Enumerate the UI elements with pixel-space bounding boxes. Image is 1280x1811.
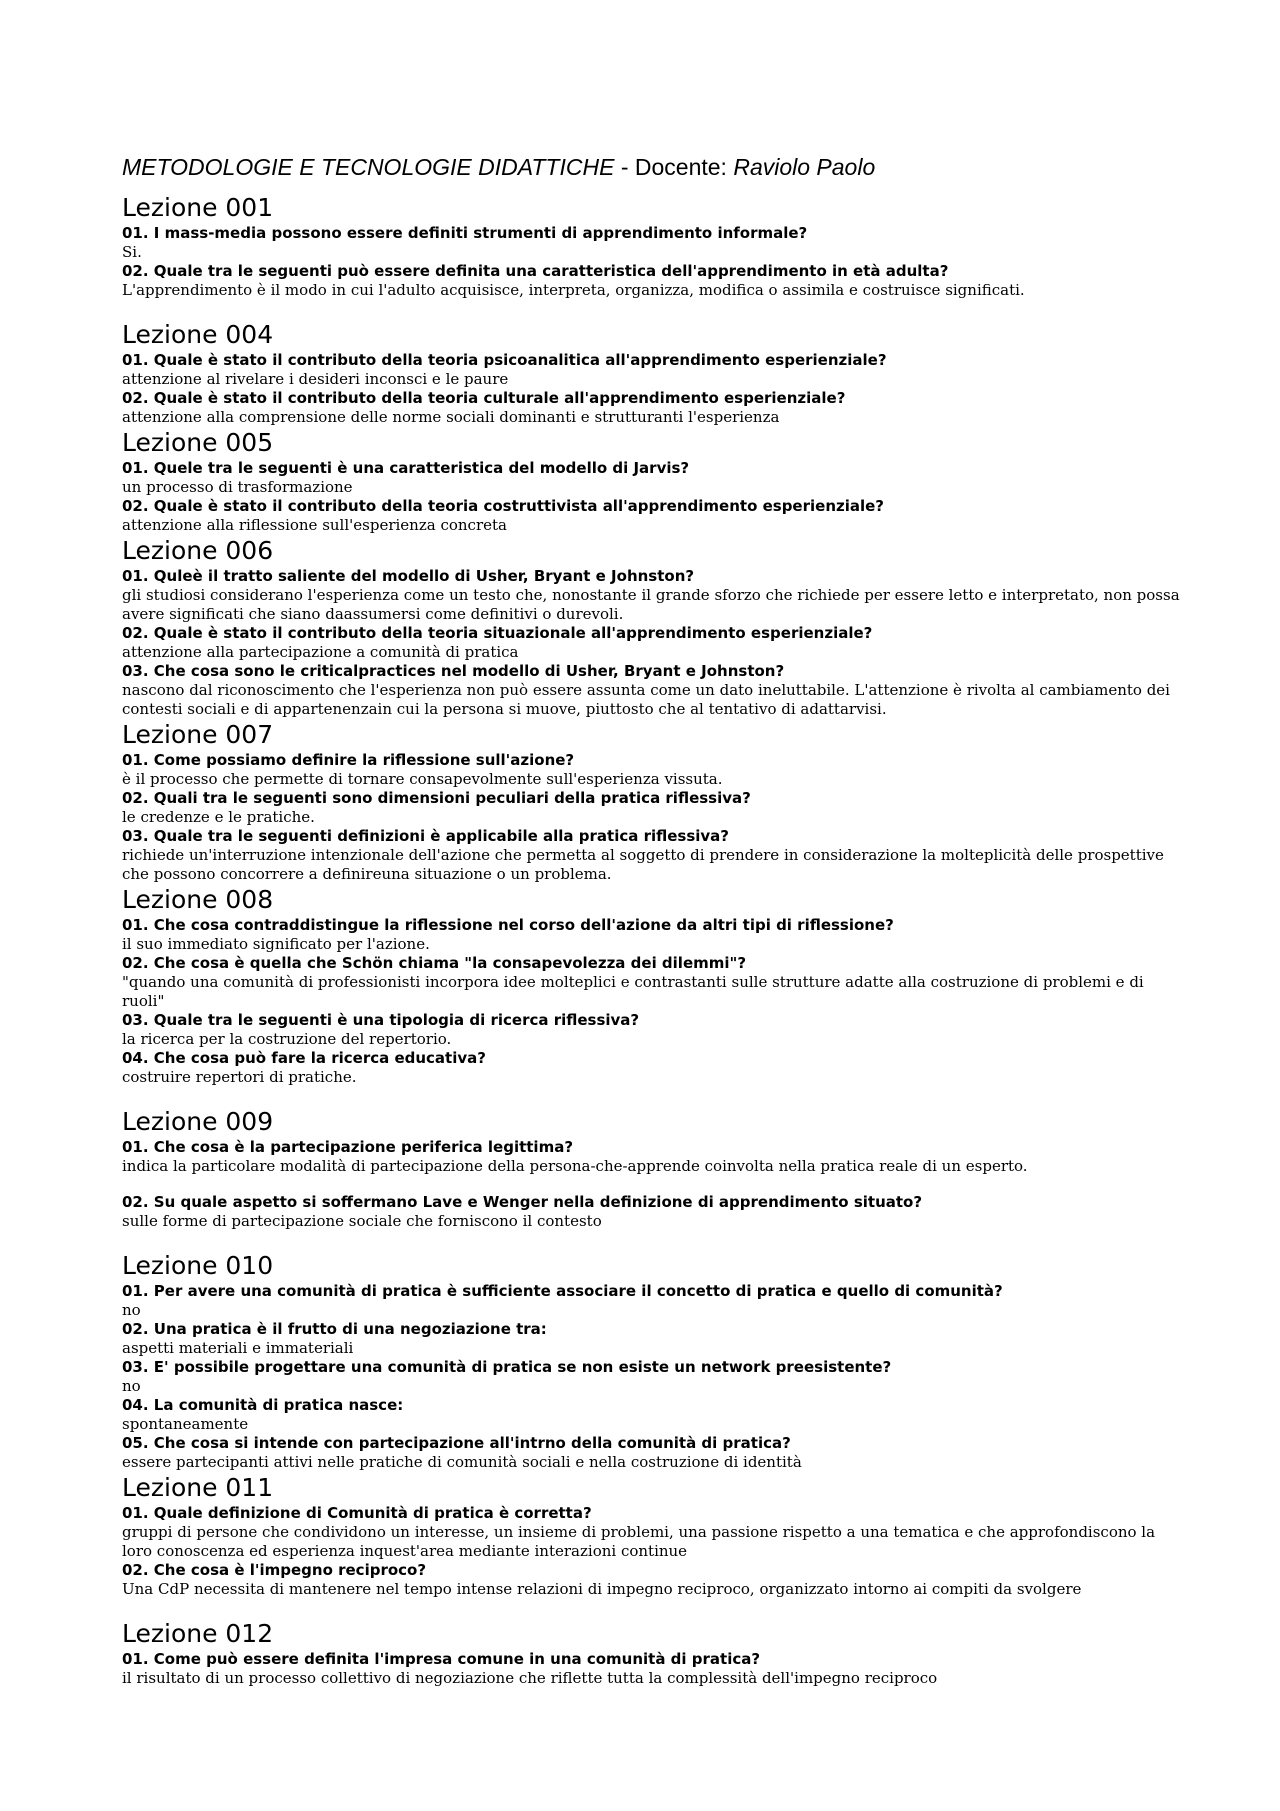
question: 03. Quale tra le seguenti è una tipologia di ricerca riflessiva?: [122, 1011, 640, 1029]
question: 03. Quale tra le seguenti definizioni è applicabile alla pratica riflessiva?: [122, 827, 729, 845]
question: 01. Quleè il tratto saliente del modello di Usher, Bryant e Johnston?: [122, 567, 695, 585]
question: 02. Su quale aspetto si soffermano Lave e Wenger nella definizione di apprendimento situato?: [122, 1193, 923, 1211]
answer: gruppi di persone che condividono un interesse, un insieme di problemi, una passione rispetto a una tematica e che approfondiscono la loro conoscenza ed esperienza inquest'area mediante interazioni continue: [122, 1523, 1156, 1560]
teacher-separator: - Docente:: [614, 154, 734, 180]
question: 01. Come possiamo definire la riflessione sull'azione?: [122, 751, 575, 769]
question: 02. Che cosa è l'impegno reciproco?: [122, 1561, 427, 1579]
answer: la ricerca per la costruzione del repertorio.: [122, 1030, 452, 1048]
lesson-010: [122, 1250, 1182, 1472]
answer: attenzione alla comprensione delle norme sociali dominanti e strutturanti l'esperienza: [122, 408, 780, 426]
question: 02. Quale è stato il contributo della teoria costruttivista all'apprendimento esperienziale?: [122, 497, 885, 515]
answer: L'apprendimento è il modo in cui l'adulto acquisisce, interpreta, organizza, modifica o assimila e costruisce significati.: [122, 281, 1025, 299]
answer: attenzione alla partecipazione a comunità di pratica: [122, 643, 519, 661]
answer: attenzione al rivelare i desideri inconsci e le paure: [122, 370, 509, 388]
answer: no: [122, 1377, 141, 1395]
question: 02. Quale tra le seguenti può essere definita una caratteristica dell'apprendimento in età adulta?: [122, 262, 949, 280]
lesson-title: Lezione 008: [122, 885, 274, 914]
answer: spontaneamente: [122, 1415, 249, 1433]
question: 01. Quale è stato il contributo della teoria psicoanalitica all'apprendimento esperienziale?: [122, 351, 887, 369]
lesson-title: Lezione 012: [122, 1619, 274, 1648]
lesson-009: [122, 1106, 1182, 1231]
document-header: [122, 150, 1182, 184]
lesson-title: Lezione 010: [122, 1251, 274, 1280]
answer: le credenze e le pratiche.: [122, 808, 315, 826]
question: 03. E' possibile progettare una comunità di pratica se non esiste un network preesistente?: [122, 1358, 892, 1376]
answer: indica la particolare modalità di partecipazione della persona-che-apprende coinvolta nella pratica reale di un esperto.: [122, 1157, 1028, 1175]
lesson-008: [122, 884, 1182, 1087]
answer: essere partecipanti attivi nelle pratiche di comunità sociali e nella costruzione di identità: [122, 1453, 802, 1471]
answer: un processo di trasformazione: [122, 478, 353, 496]
question: 04. La comunità di pratica nasce:: [122, 1396, 404, 1414]
lesson-004: [122, 319, 1182, 427]
lesson-title: Lezione 001: [122, 193, 274, 222]
question: 02. Una pratica è il frutto di una negoziazione tra:: [122, 1320, 547, 1338]
lesson-title: Lezione 006: [122, 536, 274, 565]
question: 05. Che cosa si intende con partecipazione all'intrno della comunità di pratica?: [122, 1434, 791, 1452]
lesson-title: Lezione 007: [122, 720, 274, 749]
question: 01. Che cosa è la partecipazione periferica legittima?: [122, 1138, 574, 1156]
teacher-name: Raviolo Paolo: [733, 154, 876, 180]
question: 01. Per avere una comunità di pratica è sufficiente associare il concetto di pratica e quello di comunità?: [122, 1282, 1003, 1300]
question: 04. Che cosa può fare la ricerca educativa?: [122, 1049, 486, 1067]
lesson-005: [122, 427, 1182, 535]
document-page: [122, 150, 1182, 1688]
question: 01. Quale definizione di Comunità di pratica è corretta?: [122, 1504, 592, 1522]
answer: il risultato di un processo collettivo di negoziazione che riflette tutta la complessità dell'impegno reciproco: [122, 1669, 938, 1687]
answer: sulle forme di partecipazione sociale che forniscono il contesto: [122, 1212, 602, 1230]
question: 01. Come può essere definita l'impresa comune in una comunità di pratica?: [122, 1650, 761, 1668]
question: 03. Che cosa sono le criticalpractices nel modello di Usher, Bryant e Johnston?: [122, 662, 785, 680]
answer: gli studiosi considerano l'esperienza come un testo che, nonostante il grande sforzo che richiede per essere letto e interpretato, non possa avere significati che siano daassumersi come definitivi o durevoli.: [122, 586, 1180, 623]
lesson-title: Lezione 011: [122, 1473, 274, 1502]
question: 01. Che cosa contraddistingue la riflessione nel corso dell'azione da altri tipi di riflessione?: [122, 916, 894, 934]
answer: aspetti materiali e immateriali: [122, 1339, 354, 1357]
answer: nascono dal riconoscimento che l'esperienza non può essere assunta come un dato ineluttabile. L'attenzione è rivolta al cambiamento dei contesti sociali e di appartenenzain cui la persona si muove, piuttosto che al tentativo di adattarvisi.: [122, 681, 1170, 718]
lesson-title: Lezione 005: [122, 428, 274, 457]
question: 01. I mass-media possono essere definiti strumenti di apprendimento informale?: [122, 224, 808, 242]
lesson-title: Lezione 004: [122, 320, 274, 349]
lesson-007: [122, 719, 1182, 884]
answer: "quando una comunità di professionisti incorpora idee molteplici e contrastanti sulle strutture adatte alla costruzione di problemi e di ruoli": [122, 973, 1144, 1010]
lesson-006: [122, 535, 1182, 719]
lesson-001: [122, 192, 1182, 300]
answer: è il processo che permette di tornare consapevolmente sull'esperienza vissuta.: [122, 770, 723, 788]
answer: no: [122, 1301, 141, 1319]
question: 02. Quale è stato il contributo della teoria situazionale all'apprendimento esperienziale?: [122, 624, 873, 642]
question: 01. Quele tra le seguenti è una caratteristica del modello di Jarvis?: [122, 459, 690, 477]
answer: attenzione alla riflessione sull'esperienza concreta: [122, 516, 507, 534]
question: 02. Che cosa è quella che Schön chiama "la consapevolezza dei dilemmi"?: [122, 954, 747, 972]
lesson-012: [122, 1618, 1182, 1688]
answer: costruire repertori di pratiche.: [122, 1068, 357, 1086]
lesson-011: [122, 1472, 1182, 1599]
answer: richiede un'interruzione intenzionale dell'azione che permetta al soggetto di prendere in considerazione la molteplicità delle prospettive che possono concorrere a definireuna situazione o un problema.: [122, 846, 1164, 883]
question: 02. Quale è stato il contributo della teoria culturale all'apprendimento esperienziale?: [122, 389, 846, 407]
answer: Si.: [122, 243, 142, 261]
course-title: METODOLOGIE E TECNOLOGIE DIDATTICHE: [122, 154, 615, 180]
lesson-title: Lezione 009: [122, 1107, 274, 1136]
question: 02. Quali tra le seguenti sono dimensioni peculiari della pratica riflessiva?: [122, 789, 751, 807]
answer: il suo immediato significato per l'azione.: [122, 935, 430, 953]
answer: Una CdP necessita di mantenere nel tempo intense relazioni di impegno reciproco, organizzato intorno ai compiti da svolgere: [122, 1580, 1082, 1598]
